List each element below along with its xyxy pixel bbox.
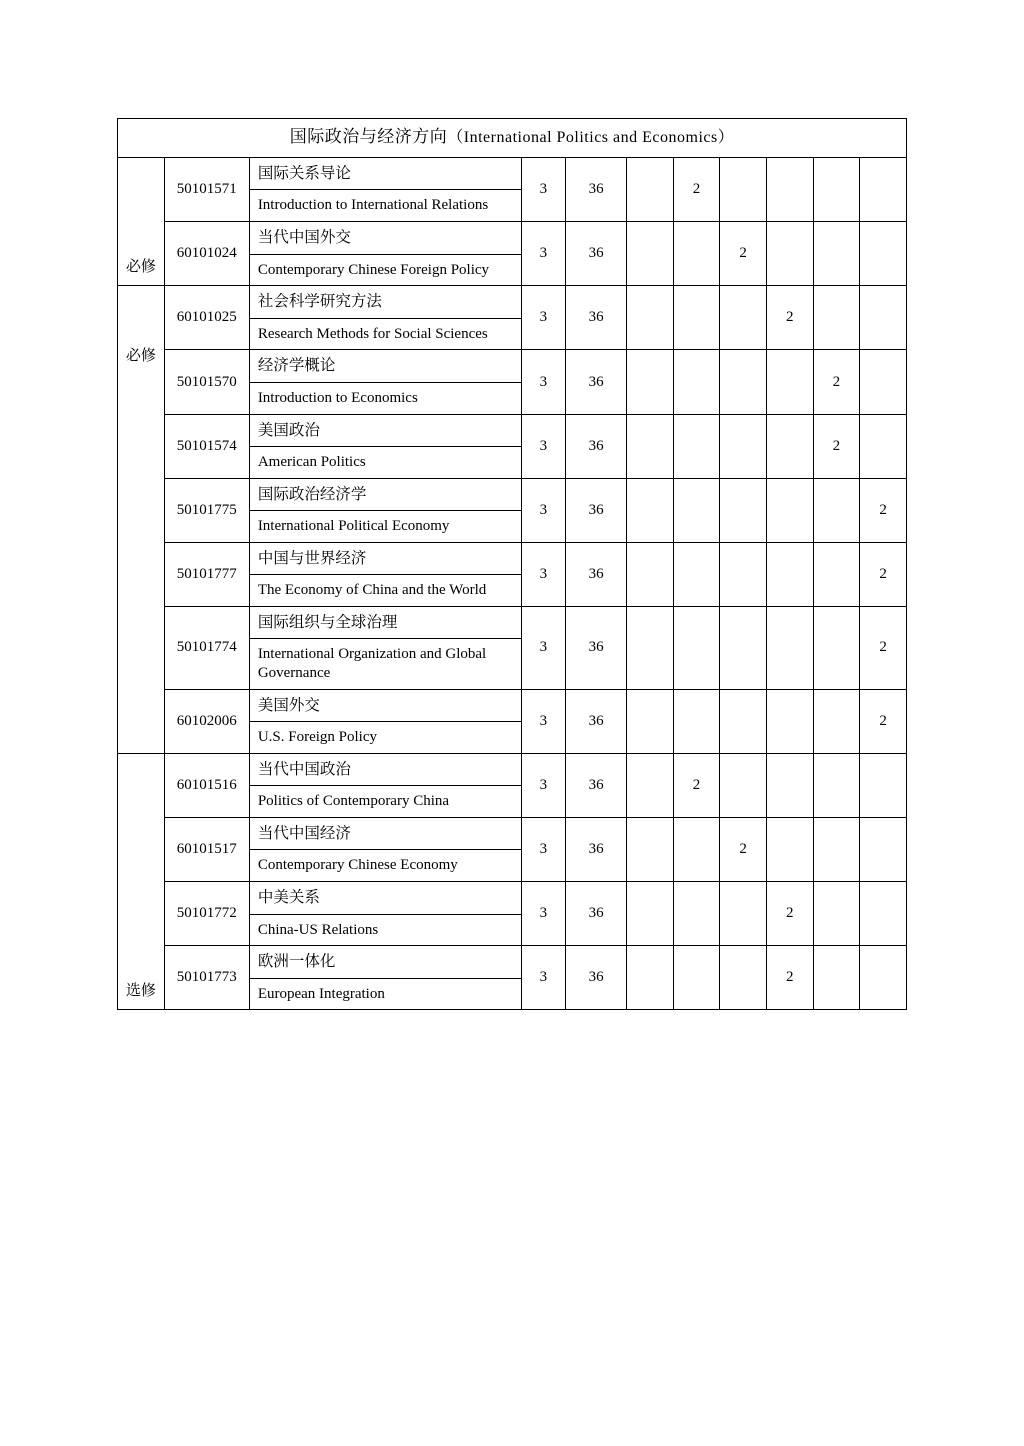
term-5 bbox=[813, 542, 860, 606]
course-name bbox=[249, 414, 521, 478]
term-3 bbox=[720, 689, 767, 753]
term-6 bbox=[860, 414, 907, 478]
table-row bbox=[118, 606, 907, 689]
table-row bbox=[118, 818, 907, 882]
table-row bbox=[118, 222, 907, 286]
term-3 bbox=[720, 606, 767, 689]
course-name bbox=[249, 882, 521, 946]
course-name-en: International Organization and Global Governance bbox=[257, 646, 487, 681]
course-hours: 36 bbox=[566, 753, 627, 817]
course-name-en: Contemporary Chinese Foreign Policy bbox=[257, 261, 490, 278]
term-5 bbox=[813, 818, 860, 882]
course-name-en: The Economy of China and the World bbox=[257, 582, 487, 599]
course-name bbox=[249, 222, 521, 286]
course-code: 50101777 bbox=[164, 542, 249, 606]
term-6: 2 bbox=[860, 478, 907, 542]
term-4 bbox=[766, 478, 813, 542]
course-name bbox=[249, 606, 521, 689]
course-credits: 3 bbox=[521, 478, 566, 542]
term-2 bbox=[673, 542, 720, 606]
term-1 bbox=[626, 158, 673, 222]
term-2: 2 bbox=[673, 158, 720, 222]
course-code: 50101574 bbox=[164, 414, 249, 478]
course-name-en: China-US Relations bbox=[257, 921, 379, 938]
course-name bbox=[249, 689, 521, 753]
term-3 bbox=[720, 542, 767, 606]
table-row bbox=[118, 946, 907, 1010]
term-4: 2 bbox=[766, 946, 813, 1010]
table-row bbox=[118, 158, 907, 222]
course-name-cn: 国际政治经济学 bbox=[250, 479, 521, 511]
course-name bbox=[249, 542, 521, 606]
term-1 bbox=[626, 286, 673, 350]
table-title-row bbox=[118, 119, 907, 158]
term-4 bbox=[766, 689, 813, 753]
term-4: 2 bbox=[766, 286, 813, 350]
course-credits: 3 bbox=[521, 818, 566, 882]
term-6 bbox=[860, 753, 907, 817]
term-4 bbox=[766, 818, 813, 882]
term-3 bbox=[720, 286, 767, 350]
course-name-cn: 中国与世界经济 bbox=[250, 543, 521, 575]
course-name-en: International Political Economy bbox=[257, 518, 450, 534]
course-credits: 3 bbox=[521, 222, 566, 286]
course-name-cn: 美国外交 bbox=[250, 690, 521, 722]
term-6 bbox=[860, 946, 907, 1010]
term-3: 2 bbox=[720, 222, 767, 286]
course-code: 50101571 bbox=[164, 158, 249, 222]
term-6: 2 bbox=[860, 606, 907, 689]
term-3: 2 bbox=[720, 818, 767, 882]
course-code: 50101773 bbox=[164, 946, 249, 1010]
course-name-cn: 当代中国外交 bbox=[250, 222, 521, 254]
course-hours: 36 bbox=[566, 350, 627, 414]
course-credits: 3 bbox=[521, 542, 566, 606]
term-6 bbox=[860, 882, 907, 946]
term-5: 2 bbox=[813, 414, 860, 478]
table-row bbox=[118, 753, 907, 817]
term-1 bbox=[626, 414, 673, 478]
term-4 bbox=[766, 753, 813, 817]
course-name-cn: 社会科学研究方法 bbox=[250, 286, 521, 318]
course-hours: 36 bbox=[566, 818, 627, 882]
course-name-cn: 中美关系 bbox=[250, 882, 521, 914]
course-code: 50101570 bbox=[164, 350, 249, 414]
table-title-en: （International Politics and Economics） bbox=[447, 129, 735, 147]
table-title bbox=[118, 119, 907, 158]
course-name bbox=[249, 818, 521, 882]
course-code: 50101774 bbox=[164, 606, 249, 689]
term-5 bbox=[813, 753, 860, 817]
curriculum-table bbox=[117, 118, 907, 1010]
course-name-en: Research Methods for Social Sciences bbox=[257, 325, 488, 342]
term-2 bbox=[673, 222, 720, 286]
table-row bbox=[118, 542, 907, 606]
term-3 bbox=[720, 414, 767, 478]
term-2 bbox=[673, 946, 720, 1010]
term-4 bbox=[766, 350, 813, 414]
course-hours: 36 bbox=[566, 606, 627, 689]
term-3 bbox=[720, 753, 767, 817]
table-row bbox=[118, 478, 907, 542]
term-2 bbox=[673, 414, 720, 478]
course-hours: 36 bbox=[566, 946, 627, 1010]
course-credits: 3 bbox=[521, 882, 566, 946]
document-page bbox=[117, 118, 907, 1010]
term-5 bbox=[813, 478, 860, 542]
course-name-cn: 美国政治 bbox=[250, 415, 521, 447]
term-6 bbox=[860, 350, 907, 414]
term-2 bbox=[673, 286, 720, 350]
category-required-2: 必修 bbox=[118, 286, 165, 754]
course-code: 60101024 bbox=[164, 222, 249, 286]
term-1 bbox=[626, 542, 673, 606]
category-required-1: 必修 bbox=[118, 158, 165, 286]
table-row bbox=[118, 882, 907, 946]
course-credits: 3 bbox=[521, 286, 566, 350]
table-title-cn: 国际政治与经济方向 bbox=[289, 127, 448, 148]
course-name bbox=[249, 753, 521, 817]
term-2 bbox=[673, 689, 720, 753]
term-6: 2 bbox=[860, 689, 907, 753]
term-4 bbox=[766, 414, 813, 478]
term-2 bbox=[673, 478, 720, 542]
term-5 bbox=[813, 286, 860, 350]
course-name-cn: 当代中国经济 bbox=[250, 818, 521, 850]
course-credits: 3 bbox=[521, 606, 566, 689]
course-name bbox=[249, 350, 521, 414]
term-5: 2 bbox=[813, 350, 860, 414]
course-code: 50101775 bbox=[164, 478, 249, 542]
course-credits: 3 bbox=[521, 350, 566, 414]
term-6: 2 bbox=[860, 542, 907, 606]
course-name bbox=[249, 286, 521, 350]
course-hours: 36 bbox=[566, 689, 627, 753]
term-1 bbox=[626, 606, 673, 689]
term-4 bbox=[766, 542, 813, 606]
course-name-en: Introduction to International Relations bbox=[257, 197, 489, 214]
course-name-cn: 欧洲一体化 bbox=[250, 946, 521, 978]
term-1 bbox=[626, 478, 673, 542]
term-2 bbox=[673, 882, 720, 946]
course-name-en: European Integration bbox=[257, 985, 385, 1002]
term-3 bbox=[720, 946, 767, 1010]
course-code: 60102006 bbox=[164, 689, 249, 753]
course-code: 50101772 bbox=[164, 882, 249, 946]
term-3 bbox=[720, 478, 767, 542]
term-6 bbox=[860, 222, 907, 286]
course-hours: 36 bbox=[566, 286, 627, 350]
table-row bbox=[118, 286, 907, 350]
term-2 bbox=[673, 818, 720, 882]
course-name-en: Contemporary Chinese Economy bbox=[257, 857, 458, 874]
term-5 bbox=[813, 689, 860, 753]
course-name-en: American Politics bbox=[257, 453, 366, 470]
term-4 bbox=[766, 222, 813, 286]
course-name-cn: 国际组织与全球治理 bbox=[250, 607, 521, 639]
term-4 bbox=[766, 158, 813, 222]
course-hours: 36 bbox=[566, 882, 627, 946]
course-code: 60101516 bbox=[164, 753, 249, 817]
course-name bbox=[249, 158, 521, 222]
course-code: 60101025 bbox=[164, 286, 249, 350]
term-3 bbox=[720, 882, 767, 946]
course-code: 60101517 bbox=[164, 818, 249, 882]
course-hours: 36 bbox=[566, 158, 627, 222]
course-name bbox=[249, 478, 521, 542]
course-credits: 3 bbox=[521, 689, 566, 753]
course-hours: 36 bbox=[566, 222, 627, 286]
course-name-cn: 经济学概论 bbox=[250, 350, 521, 382]
term-1 bbox=[626, 753, 673, 817]
table-row bbox=[118, 689, 907, 753]
term-3 bbox=[720, 158, 767, 222]
course-credits: 3 bbox=[521, 158, 566, 222]
term-5 bbox=[813, 606, 860, 689]
term-1 bbox=[626, 350, 673, 414]
term-6 bbox=[860, 286, 907, 350]
course-name-en: Politics of Contemporary China bbox=[257, 793, 450, 810]
course-name-cn: 当代中国政治 bbox=[250, 754, 521, 786]
course-credits: 3 bbox=[521, 414, 566, 478]
term-5 bbox=[813, 158, 860, 222]
course-credits: 3 bbox=[521, 946, 566, 1010]
term-1 bbox=[626, 689, 673, 753]
term-4: 2 bbox=[766, 882, 813, 946]
course-name-en: Introduction to Economics bbox=[257, 389, 418, 406]
term-6 bbox=[860, 818, 907, 882]
term-5 bbox=[813, 882, 860, 946]
term-2: 2 bbox=[673, 753, 720, 817]
course-name bbox=[249, 946, 521, 1010]
category-elective: 选修 bbox=[118, 753, 165, 1010]
term-1 bbox=[626, 818, 673, 882]
term-3 bbox=[720, 350, 767, 414]
term-2 bbox=[673, 606, 720, 689]
term-1 bbox=[626, 222, 673, 286]
term-4 bbox=[766, 606, 813, 689]
term-5 bbox=[813, 222, 860, 286]
course-hours: 36 bbox=[566, 414, 627, 478]
course-hours: 36 bbox=[566, 478, 627, 542]
term-1 bbox=[626, 882, 673, 946]
course-credits: 3 bbox=[521, 753, 566, 817]
term-5 bbox=[813, 946, 860, 1010]
term-6 bbox=[860, 158, 907, 222]
table-row bbox=[118, 350, 907, 414]
course-hours: 36 bbox=[566, 542, 627, 606]
term-1 bbox=[626, 946, 673, 1010]
course-name-en: U.S. Foreign Policy bbox=[257, 729, 377, 746]
term-2 bbox=[673, 350, 720, 414]
course-name-cn: 国际关系导论 bbox=[250, 158, 521, 190]
table-row bbox=[118, 414, 907, 478]
